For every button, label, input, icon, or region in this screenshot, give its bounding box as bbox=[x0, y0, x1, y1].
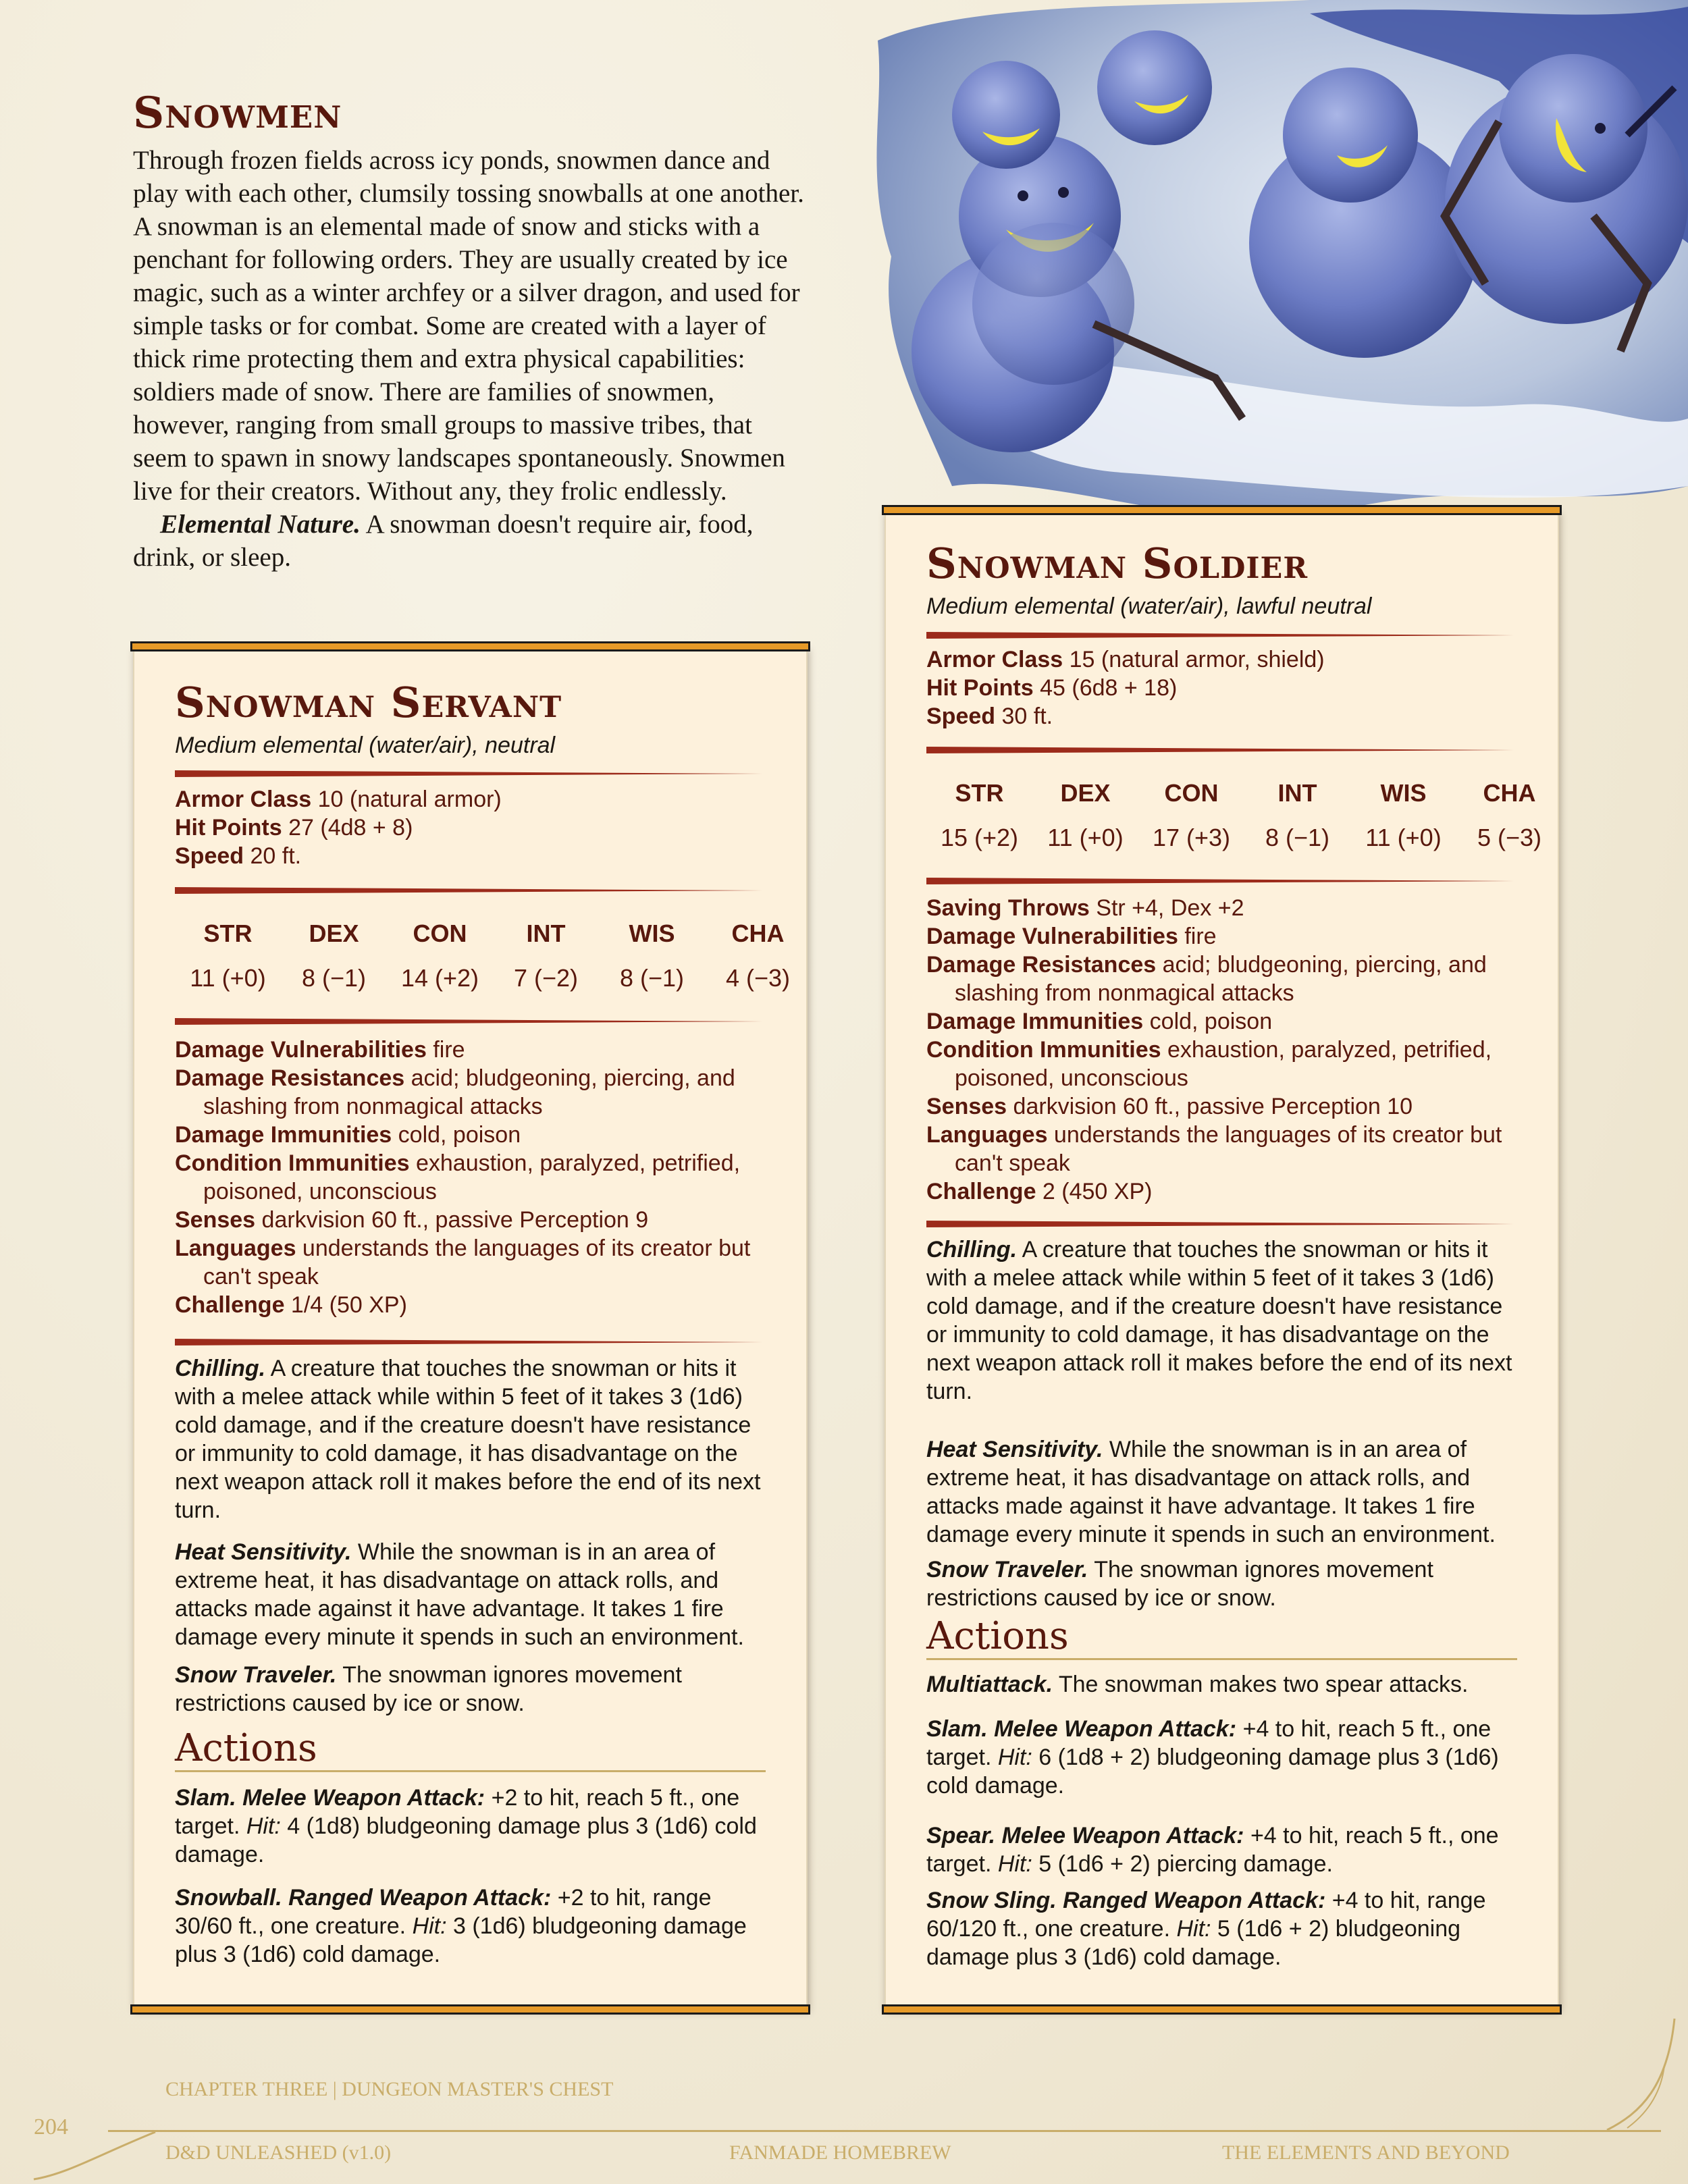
speed: Speed 30 ft. bbox=[926, 703, 1053, 729]
ability-header: WIS bbox=[1380, 779, 1427, 807]
stat-block-servant bbox=[133, 647, 808, 2009]
action-spear: Spear. Melee Weapon Attack: +4 to hit, reach 5 ft., one target. Hit: 5 (1d6 + 2) piercing damage. bbox=[926, 1823, 1499, 1877]
trait-chilling: Chilling. A creature that touches the snowman or hits it with a melee attack while within 5 feet of it takes 3 (1d6) cold damage, and if the creature doesn't have resistance or immunity to cold damage, it has disadvantage on the next weapon attack roll it makes before the end of its next turn. bbox=[926, 1237, 1512, 1404]
challenge: Challenge 2 (450 XP) bbox=[926, 1179, 1153, 1204]
ability-value: 8 (−1) bbox=[1265, 824, 1330, 851]
divider bbox=[926, 878, 1514, 884]
divider bbox=[926, 632, 1514, 639]
ability-header: CHA bbox=[1483, 779, 1536, 807]
challenge: Challenge 1/4 (50 XP) bbox=[175, 1292, 407, 1318]
divider bbox=[926, 747, 1514, 753]
chapter-label: CHAPTER THREE | DUNGEON MASTER'S CHEST bbox=[165, 2078, 614, 2100]
damage-resistances: Damage Resistances acid; bludgeoning, piercing, and slashing from nonmagical attacks bbox=[175, 1065, 735, 1119]
ability-header: CON bbox=[1164, 779, 1219, 807]
ability-scores bbox=[175, 918, 811, 994]
monster-name: Snowman Servant bbox=[175, 678, 562, 727]
snowmen-illustration bbox=[837, 0, 1688, 527]
ability-value: 7 (−2) bbox=[513, 964, 579, 992]
trait-heat-sensitivity: Heat Sensitivity. While the snowman is in an area of extreme heat, it has disadvantage on attack rolls, and attacks made against it have advantage. It takes 1 fire damage every minute it spends in such an environment. bbox=[175, 1539, 744, 1650]
action-slam: Slam. Melee Weapon Attack: +2 to hit, reach 5 ft., one target. Hit: 4 (1d8) bludgeoning damage plus 3 (1d6) cold damage. bbox=[175, 1785, 757, 1867]
ability-value: 11 (+0) bbox=[1365, 824, 1442, 851]
footer-right: THE ELEMENTS AND BEYOND bbox=[1222, 2141, 1510, 2164]
elemental-nature-text: A snowman doesn't require air, food, drink, or sleep. bbox=[133, 510, 754, 572]
footer-rule bbox=[108, 2130, 1661, 2132]
ability-value: 8 (−1) bbox=[619, 964, 685, 992]
damage-vulnerabilities: Damage Vulnerabilities fire bbox=[926, 924, 1217, 949]
footer-center: FANMADE HOMEBREW bbox=[729, 2141, 951, 2164]
divider bbox=[926, 1221, 1514, 1227]
ability-value: 11 (+0) bbox=[1047, 824, 1124, 851]
ability-value: 8 (−1) bbox=[301, 964, 367, 992]
languages: Languages understands the languages of its creator but can't speak bbox=[175, 1235, 751, 1289]
condition-immunities: Condition Immunities exhaustion, paralyzed, petrified, poisoned, unconscious bbox=[175, 1150, 741, 1204]
ability-header: DEX bbox=[1060, 779, 1111, 807]
ability-header: CON bbox=[413, 920, 467, 947]
speed: Speed 20 ft. bbox=[175, 843, 302, 869]
action-snow-sling: Snow Sling. Ranged Weapon Attack: +4 to hit, range 60/120 ft., one creature. Hit: 5 (1d6 + 2) bludgeoning damage plus 3 (1d6) cold damage. bbox=[926, 1888, 1486, 1970]
trait-snow-traveler: Snow Traveler. The snowman ignores movement restrictions caused by ice or snow. bbox=[926, 1557, 1433, 1611]
ability-header: INT bbox=[526, 920, 566, 947]
ability-header: DEX bbox=[309, 920, 359, 947]
ability-header: STR bbox=[203, 920, 253, 947]
armor-class: Armor Class 15 (natural armor, shield) bbox=[926, 647, 1325, 672]
ability-value: 15 (+2) bbox=[940, 824, 1019, 851]
saving-throws: Saving Throws Str +4, Dex +2 bbox=[926, 895, 1244, 921]
damage-immunities: Damage Immunities cold, poison bbox=[926, 1009, 1273, 1034]
senses: Senses darkvision 60 ft., passive Perception 10 bbox=[926, 1094, 1413, 1119]
ability-scores bbox=[926, 778, 1562, 853]
ability-header: WIS bbox=[629, 920, 675, 947]
armor-class: Armor Class 10 (natural armor) bbox=[175, 787, 502, 812]
monster-type: Medium elemental (water/air), neutral bbox=[175, 733, 556, 758]
divider bbox=[175, 1339, 762, 1346]
ability-header: STR bbox=[955, 779, 1004, 807]
condition-immunities: Condition Immunities exhaustion, paralyzed, petrified, poisoned, unconscious bbox=[926, 1037, 1492, 1091]
action-snowball: Snowball. Ranged Weapon Attack: +2 to hit, range 30/60 ft., one creature. Hit: 3 (1d6) bludgeoning damage plus 3 (1d6) cold damage. bbox=[175, 1885, 747, 1967]
damage-vulnerabilities: Damage Vulnerabilities fire bbox=[175, 1037, 465, 1063]
stat-block-soldier bbox=[885, 510, 1559, 2009]
ability-value: 14 (+2) bbox=[400, 964, 479, 992]
page-number: 204 bbox=[34, 2114, 68, 2139]
ability-value: 4 (−3) bbox=[725, 964, 791, 992]
intro-section bbox=[133, 88, 812, 574]
trait-snow-traveler: Snow Traveler. The snowman ignores movement restrictions caused by ice or snow. bbox=[175, 1662, 682, 1716]
ability-value: 17 (+3) bbox=[1152, 824, 1231, 851]
senses: Senses darkvision 60 ft., passive Perception 9 bbox=[175, 1207, 649, 1233]
damage-resistances: Damage Resistances acid; bludgeoning, piercing, and slashing from nonmagical attacks bbox=[926, 952, 1487, 1006]
elemental-nature-paragraph bbox=[133, 508, 812, 574]
ability-value: 5 (−3) bbox=[1477, 824, 1542, 851]
actions-heading: Actions bbox=[926, 1615, 1517, 1660]
divider bbox=[175, 770, 762, 777]
section-title: Snowmen bbox=[133, 88, 342, 138]
ability-header: CHA bbox=[731, 920, 785, 947]
action-slam: Slam. Melee Weapon Attack: +4 to hit, reach 5 ft., one target. Hit: 6 (1d8 + 2) bludgeoning damage plus 3 (1d6) cold damage. bbox=[926, 1716, 1499, 1799]
footer-corner-flourish-icon bbox=[1600, 2012, 1681, 2133]
footer-flourish-icon bbox=[27, 2127, 162, 2181]
trait-heat-sensitivity: Heat Sensitivity. While the snowman is in an area of extreme heat, it has disadvantage on attack rolls, and attacks made against it have advantage. It takes 1 fire damage every minute it spends in such an environment. bbox=[926, 1437, 1496, 1547]
hit-points: Hit Points 45 (6d8 + 18) bbox=[926, 675, 1178, 701]
intro-paragraph: Through frozen fields across icy ponds, snowmen dance and play with each other, clumsily tossing snowballs at one another. A snowman is an elemental made of snow and sticks with a penchant for following orders. They are usually created by ice magic, such as a winter archfey or a silver dragon, and used for simple tasks or for combat. Some are created with a layer of thick rime protecting them and extra physical capabilities: soldiers made of snow. There are families of snowmen, however, ranging from small groups to massive tribes, that seem to spawn in snowy landscapes spontaneously. Snowmen live for their creators. Without any, they frolic endlessly. bbox=[133, 146, 804, 506]
actions-heading: Actions bbox=[175, 1727, 766, 1772]
divider bbox=[175, 1018, 762, 1025]
ability-value: 11 (+0) bbox=[190, 964, 266, 992]
monster-type: Medium elemental (water/air), lawful neutral bbox=[926, 593, 1372, 619]
footer-left: D&D UNLEASHED (v1.0) bbox=[165, 2141, 392, 2164]
action-multiattack: Multiattack. The snowman makes two spear attacks. bbox=[926, 1672, 1469, 1697]
elemental-nature-label: Elemental Nature. bbox=[160, 510, 361, 539]
divider bbox=[175, 887, 762, 894]
hit-points: Hit Points 27 (4d8 + 8) bbox=[175, 815, 413, 841]
languages: Languages understands the languages of its creator but can't speak bbox=[926, 1122, 1502, 1176]
damage-immunities: Damage Immunities cold, poison bbox=[175, 1122, 521, 1148]
trait-chilling: Chilling. A creature that touches the snowman or hits it with a melee attack while within 5 feet of it takes 3 (1d6) cold damage, and if the creature doesn't have resistance or immunity to cold damage, it has disadvantage on the next weapon attack roll it makes before the end of its next turn. bbox=[175, 1356, 761, 1523]
ability-header: INT bbox=[1277, 779, 1317, 807]
monster-name: Snowman Soldier bbox=[926, 539, 1309, 588]
